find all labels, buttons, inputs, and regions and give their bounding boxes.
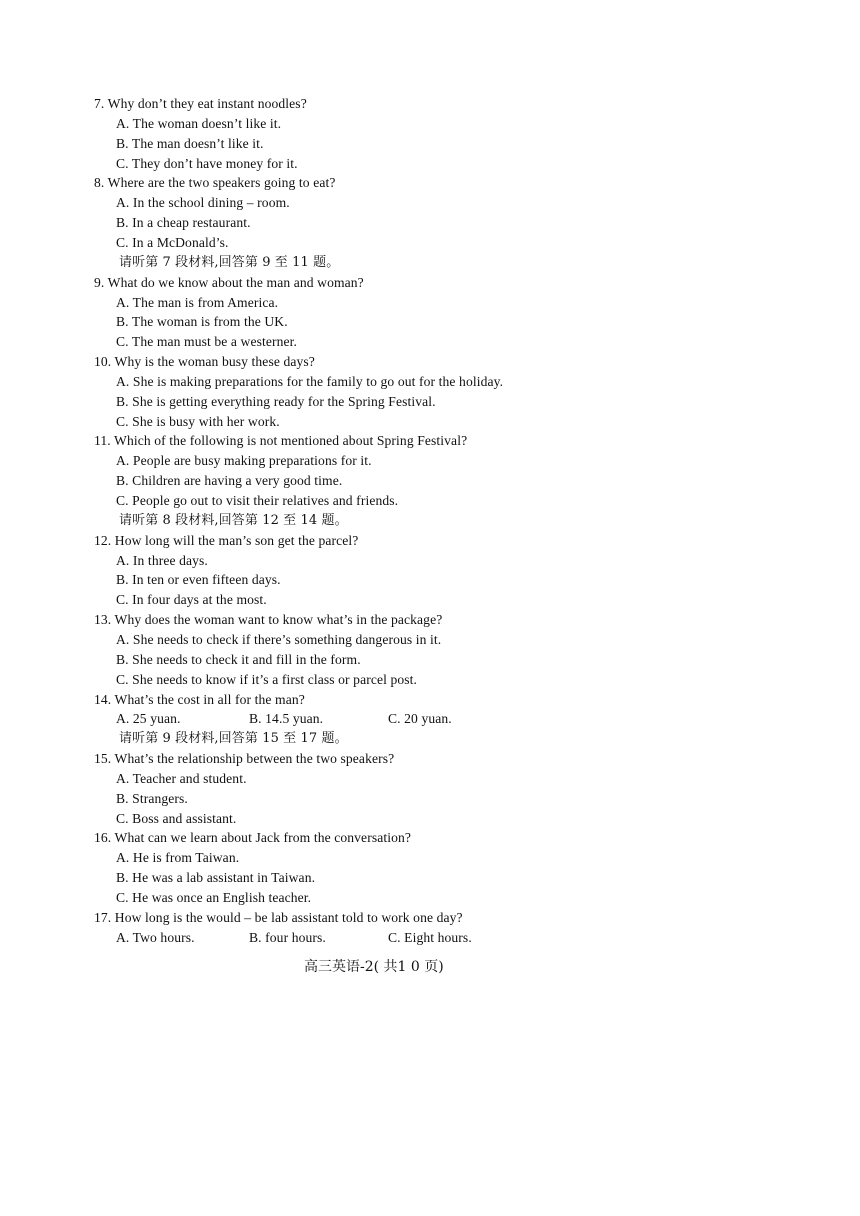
answer-option: A. People are busy making preparations for it. xyxy=(116,453,372,469)
option-b: B. four hours. xyxy=(249,929,326,945)
answer-option: A. She needs to check if there’s something dangerous in it. xyxy=(116,631,442,647)
answer-option: C. She needs to know if it’s a first class or parcel post. xyxy=(116,671,418,687)
answer-option: B. She is getting everything ready for the Spring Festival. xyxy=(116,393,436,409)
answer-option: B. Strangers. xyxy=(116,790,188,806)
question-text: 7. Why don’t they eat instant noodles? xyxy=(94,96,307,111)
question-text: 13. Why does the woman want to know what’s in the package? xyxy=(94,612,443,628)
answer-option: B. In ten or even fifteen days. xyxy=(116,572,281,588)
question-text: 16. What can we learn about Jack from the conversation? xyxy=(94,830,412,846)
answer-option: A. The man is from America. xyxy=(116,294,279,310)
answer-option: C. They don’t have money for it. xyxy=(116,155,298,171)
answer-option: C. Boss and assistant. xyxy=(116,810,237,826)
answer-option: A. In three days. xyxy=(116,552,208,568)
option-a: A. 25 yuan. xyxy=(116,711,181,727)
question-text: 17. How long is the would – be lab assistant told to work one day? xyxy=(94,909,463,925)
answer-option: C. He was once an English teacher. xyxy=(116,890,312,905)
answer-option: A. The woman doesn’t like it. xyxy=(116,115,282,131)
answer-option: A. Teacher and student. xyxy=(116,770,247,786)
option-c: C. Eight hours. xyxy=(388,929,472,945)
answer-option: C. In four days at the most. xyxy=(116,592,267,608)
answer-option: A. He is from Taiwan. xyxy=(116,850,240,866)
answer-option: B. He was a lab assistant in Taiwan. xyxy=(116,870,316,886)
question-text: 8. Where are the two speakers going to eat? xyxy=(94,175,336,191)
answer-option: C. People go out to visit their relatives and friends. xyxy=(116,493,399,508)
answer-option: A. She is making preparations for the family to go out for the holiday. xyxy=(116,373,504,389)
answer-option: B. She needs to check it and fill in the form. xyxy=(116,651,361,667)
answer-option: B. Children are having a very good time. xyxy=(116,473,343,489)
question-text: 15. What’s the relationship between the two speakers? xyxy=(94,751,395,767)
answer-option: A. In the school dining – room. xyxy=(116,195,290,211)
question-text: 12. How long will the man’s son get the parcel? xyxy=(94,532,359,548)
page-footer: 高三英语-2( 共1 0 页) xyxy=(304,959,444,975)
option-c: C. 20 yuan. xyxy=(388,711,452,727)
question-text: 14. What’s the cost in all for the man? xyxy=(94,691,305,707)
section-instruction: 请听第 9 段材料,回答第 15 至 17 题。 xyxy=(119,731,348,747)
answer-option: B. The man doesn’t like it. xyxy=(116,135,264,151)
answer-option: C. The man must be a westerner. xyxy=(116,334,298,350)
section-instruction: 请听第 7 段材料,回答第 9 至 11 题。 xyxy=(119,254,340,270)
answer-option: B. The woman is from the UK. xyxy=(116,314,288,330)
answer-option: C. In a McDonald’s. xyxy=(116,234,229,250)
section-instruction: 请听第 8 段材料,回答第 12 至 14 题。 xyxy=(119,512,348,528)
question-text: 9. What do we know about the man and woman? xyxy=(94,274,364,290)
question-text: 11. Which of the following is not mentioned about Spring Festival? xyxy=(94,433,468,449)
question-text: 10. Why is the woman busy these days? xyxy=(94,354,315,370)
option-b: B. 14.5 yuan. xyxy=(249,711,324,727)
option-a: A. Two hours. xyxy=(116,929,195,945)
answer-option: C. She is busy with her work. xyxy=(116,413,280,429)
answer-option: B. In a cheap restaurant. xyxy=(116,215,251,231)
